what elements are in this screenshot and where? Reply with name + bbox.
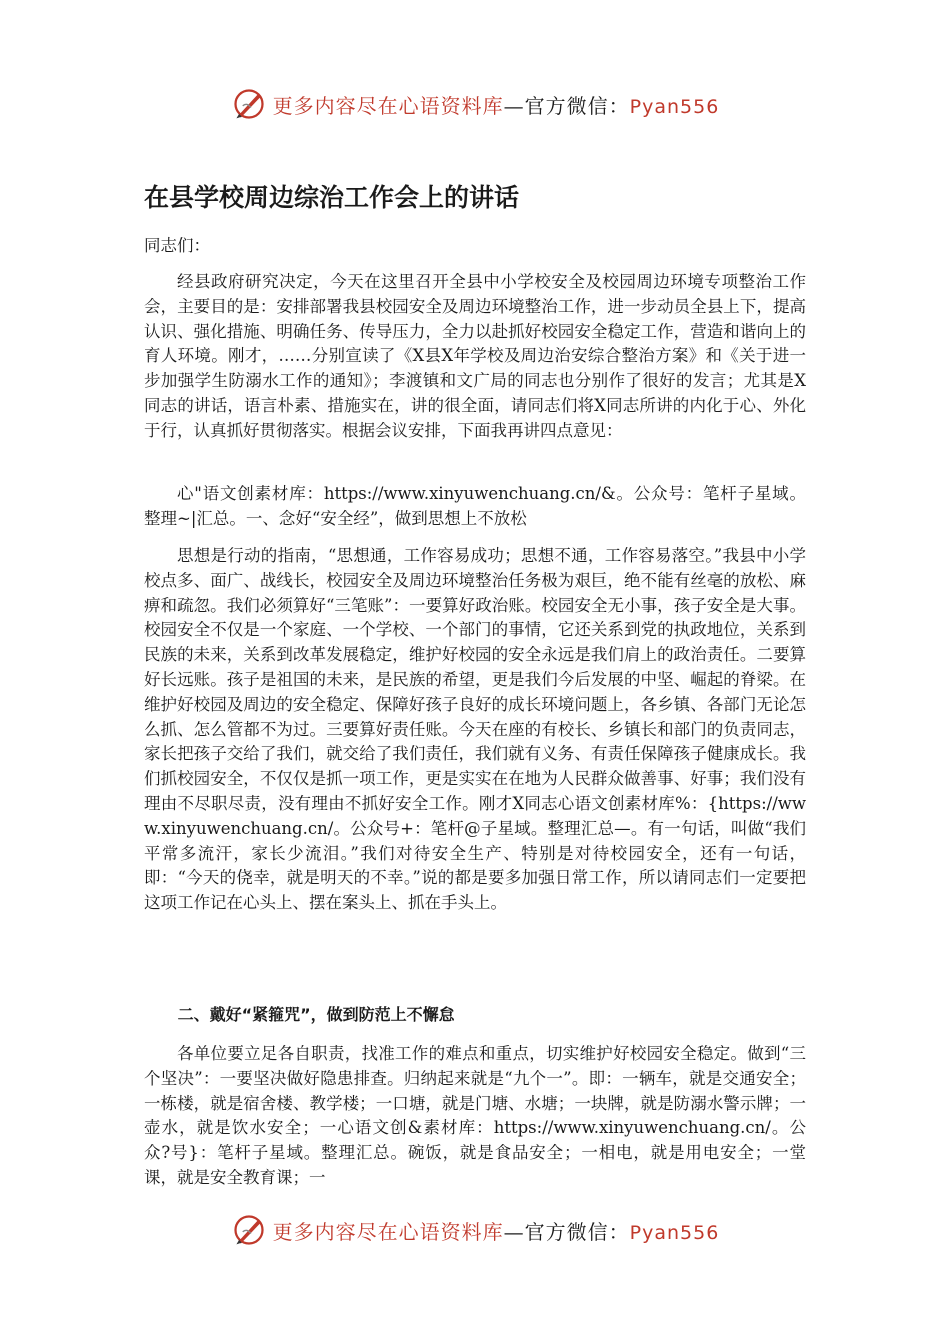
paragraph-4: 各单位要立足各自职责，找准工作的难点和重点，切实维护好校园安全稳定。做到“三个坚决”：一要坚决做好隐患排查。归纳起来就是“九个一”。即：一辆车，就是交通安全；一栋楼，就是宿舍楼、教学楼；一口塘，就是门塘、水塘；一块牌，就是防溺水警示牌；一壶水，就是饮水安全；一心语文创&素材库：https://www.xinyuwenchuang.cn/。公众?号}：笔杆子星域。整理汇总。碗饭，就是食品安全；一相电，就是用电安全；一堂课，就是安全教育课；一 — [144, 1044, 806, 1187]
banner-middle: —官方微信： — [503, 93, 630, 118]
section-heading-2: 二、戴好“紧箍咒”，做到防范上不懈怠 — [177, 1005, 455, 1024]
banner-text — [273, 90, 720, 119]
pen-logo-icon — [231, 1212, 267, 1248]
salutation: 同志们： — [144, 236, 210, 255]
footer-banner — [0, 1210, 950, 1250]
pen-logo-icon — [231, 86, 267, 122]
paragraph-1: 经县政府研究决定，今天在这里召开全县中小学校安全及校园周边环境专项整治工作会，主要目的是：安排部署我县校园安全及周边环境整治工作，进一步动员全县上下，提高认识、强化措施、明确任务、传导压力，全力以赴抓好校园安全稳定工作，营造和谐向上的育人环境。刚才，……分别宣读了《X县X年学校及周边治安综合整治方案》和《关于进一步加强学生防溺水工作的通知》；李渡镇和文广局的同志也分别作了很好的发言；尤其是X同志的讲话，语言朴素、措施实在，讲的很全面，请同志们将X同志所讲的内化于心、外化于行，认真抓好贯彻落实。根据会议安排，下面我再讲四点意见： — [144, 272, 806, 440]
paragraph-3: 思想是行动的指南，“思想通，工作容易成功；思想不通，工作容易落空。”我县中小学校点多、面广、战线长，校园安全及周边环境整治任务极为艰巨，绝不能有丝毫的放松、麻痹和疏忽。我们必须算好“三笔账”：一要算好政治账。校园安全无小事，孩子安全是大事。校园安全不仅是一个家庭、一个学校、一个部门的事情，它还关系到党的执政地位，关系到民族的未来，关系到改革发展稳定，维护好校园的安全永远是我们肩上的政治责任。二要算好长远账。孩子是祖国的未来，是民族的希望，更是我们今后发展的中坚、崛起的脊梁。在维护好校园及周边的安全稳定、保障好孩子良好的成长环境问题上，各乡镇、各部门无论怎么抓、怎么管都不为过。三要算好责任账。今天在座的有校长、乡镇长和部门的负责同志，家长把孩子交给了我们，就交给了我们责任，我们就有义务、有责任保障孩子健康成长。我们抓校园安全，不仅仅是抓一项工作，更是实实在在地为人民群众做善事、好事；我们没有理由不尽职尽责，没有理由不抓好安全工作。刚才X同志心语文创素材库%：{https://www.xinyuwenchuang.cn/。公众号+：笔杆@子星域。整理汇总—。有一句话，叫做“我们平常多流汗，家长少流泪。”我们对待安全生产、特别是对待校园安全，还有一句话，即：“今天的侥幸，就是明天的不幸。”说的都是要多加强日常工作，所以请同志们一定要把这项工作记在心头上、摆在案头上、抓在手头上。 — [144, 546, 806, 913]
banner-middle: —官方微信： — [503, 1219, 630, 1244]
banner-wechat-id: Pyan556 — [629, 95, 720, 118]
paragraph-2: 心"语文创素材库：https://www.xinyuwenchuang.cn/&。公众号：笔杆子星域。整理~|汇总。一、念好“安全经”，做到思想上不放松 — [144, 484, 806, 528]
page-title: 在县学校周边综治工作会上的讲话 — [144, 183, 520, 212]
banner-prefix: 更多内容尽在心语资料库 — [272, 93, 504, 118]
header-banner — [0, 84, 950, 124]
banner-prefix: 更多内容尽在心语资料库 — [272, 1219, 504, 1244]
banner-text — [273, 1216, 720, 1245]
banner-wechat-id: Pyan556 — [629, 1221, 720, 1244]
